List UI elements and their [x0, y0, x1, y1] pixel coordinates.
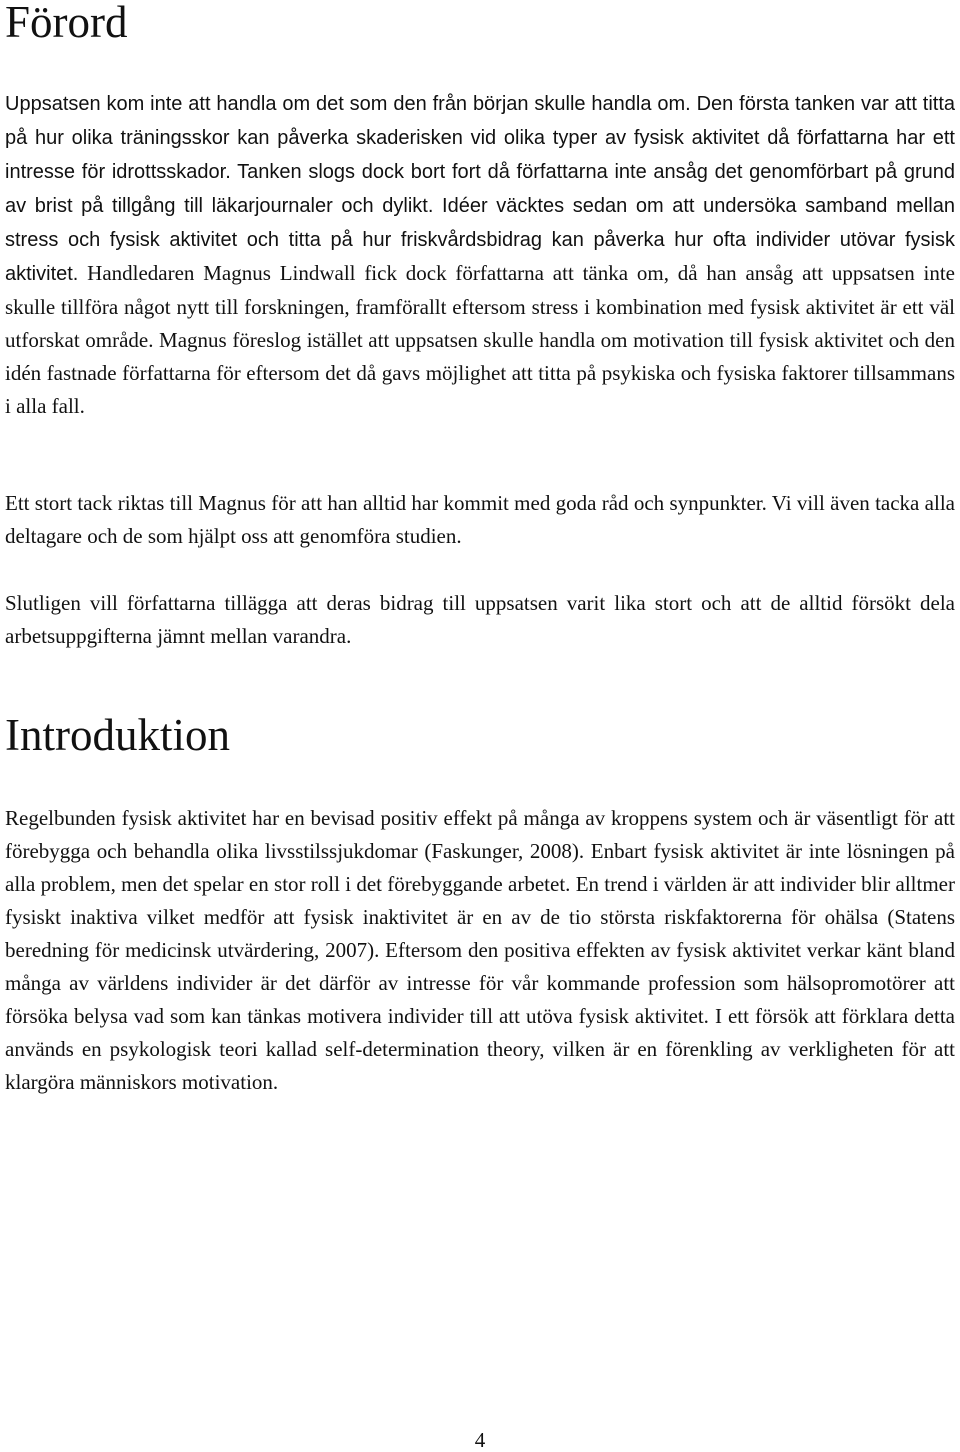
- paragraph-forord-2-text: Ett stort tack riktas till Magnus för att han alltid har kommit med goda råd och synpunkter. Vi vill även tacka alla deltagare och de som hjälpt oss att genomföra studien.: [5, 491, 955, 548]
- paragraph-forord-1-serif-text: Handledaren Magnus Lindwall fick dock författarna att tänka om, då han ansåg att uppsatsen inte skulle tillföra något nytt till forskningen, framförallt eftersom stress i kombination med fysisk aktivitet är ett väl utforskat område. Magnus föreslog istället att uppsatsen skulle handla om motivation till fysisk aktivitet och den idén fastnade författarna för eftersom det då gavs möjlighet att titta på psykiska och fysiska faktorer tillsammans i alla fall.: [5, 261, 955, 418]
- paragraph-forord-1: [5, 87, 955, 423]
- paragraph-forord-3-text: Slutligen vill författarna tillägga att deras bidrag till uppsatsen varit lika stort och att de alltid försökt dela arbetsuppgifterna jämnt mellan varandra.: [5, 591, 955, 648]
- paragraph-introduktion-1-text: Regelbunden fysisk aktivitet har en bevisad positiv effekt på många av kroppens system och är väsentligt för att förebygga och behandla olika livsstilssjukdomar (Faskunger, 2008). Enbart fysisk aktivitet är inte lösningen på alla problem, men det spelar en stor roll i det förebyggande arbetet. En trend i världen är att individer blir alltmer fysiskt inaktiva vilket medför att fysisk inaktivitet är en av de tio största riskfaktorerna för ohälsa (Statens beredning för medicinsk utvärdering, 2007). Eftersom den positiva effekten av fysisk aktivitet verkar känt bland många av världens individer är det därför av intresse för vår kommande profession som hälsopromotörer att försöka belysa vad som kan tänkas motivera individer till att utöva fysisk aktivitet. I ett försök att förklara detta används en psykologisk teori kallad self-determination theory, vilken är en förenkling av verkligheten för att klargöra människors motivation.: [5, 806, 955, 1094]
- paragraph-forord-2: [5, 487, 955, 553]
- section-heading-introduktion: Introduktion: [5, 710, 230, 760]
- paragraph-forord-1-sans-text: Uppsatsen kom inte att handla om det som den från början skulle handla om. Den första tanken var att titta på hur olika träningsskor kan påverka skaderisken vid olika typer av fysisk aktivitet då författarna har ett intresse för idrottsskador. Tanken slogs dock bort fort då författarna inte ansåg det genomförbart på grund av brist på tillgång till läkarjournaler och dylikt. Idéer väcktes sedan om att undersöka samband mellan stress och fysisk aktivitet och titta på hur friskvårdsbidrag kan påverka hur ofta individer utövar fysisk aktivitet.: [5, 93, 955, 285]
- paragraph-forord-3: [5, 587, 955, 653]
- section-heading-forord: Förord: [5, 0, 128, 47]
- page-number: 4: [474, 1428, 486, 1452]
- paragraph-introduktion-1: [5, 802, 955, 1099]
